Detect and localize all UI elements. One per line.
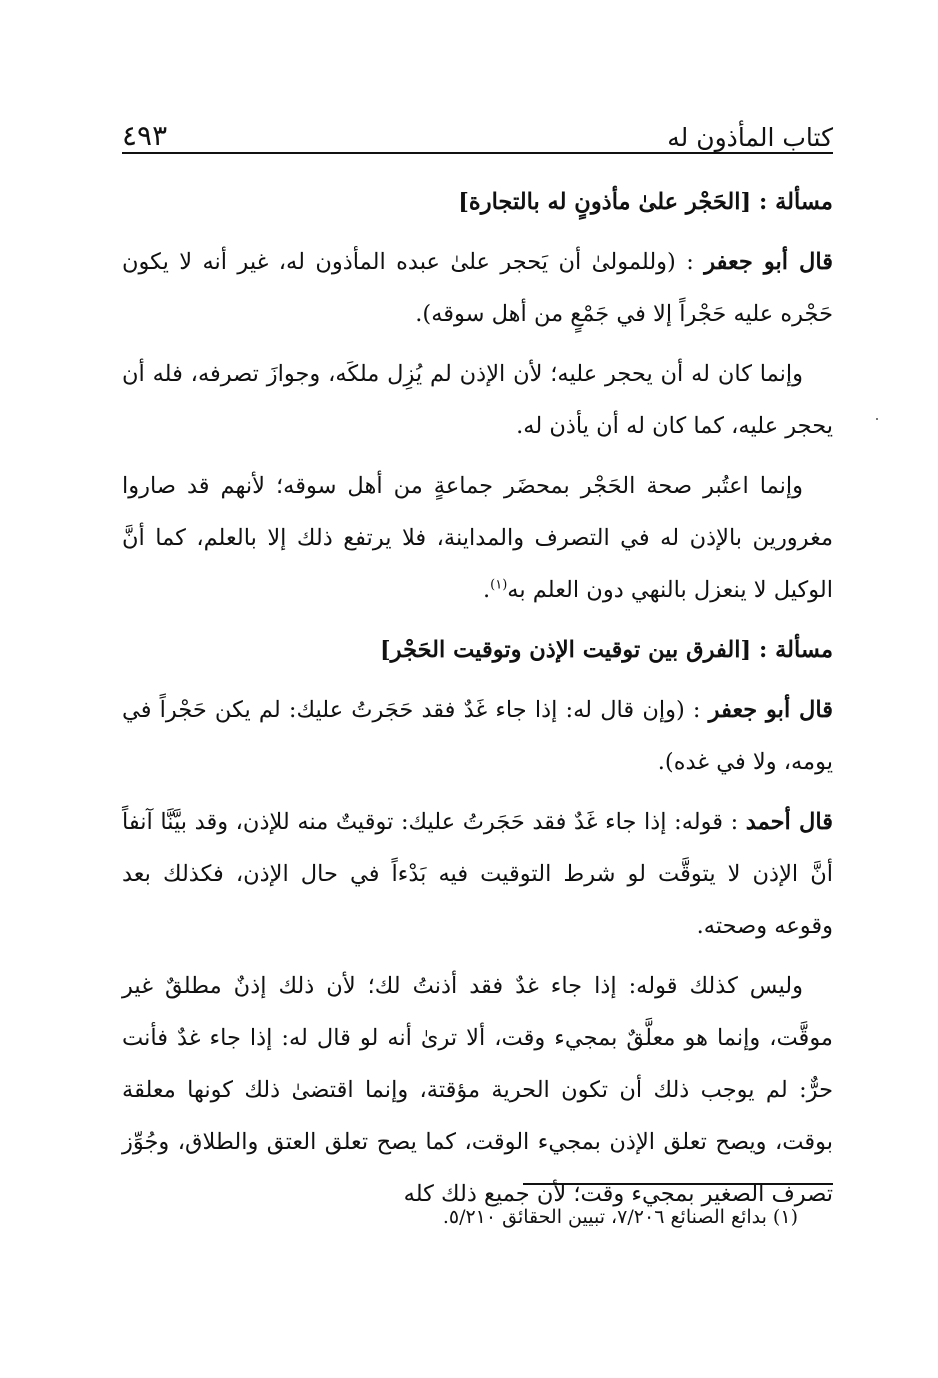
footnote-rule — [523, 1183, 833, 1185]
paragraph-5 — [122, 796, 833, 952]
paragraph-2: وإنما كان له أن يحجر عليه؛ لأن الإذن لم يُزِل ملكَه، وجوازَ تصرفه، فله أن يحجر عليه، كما كان له أن يأذن له. — [122, 361, 833, 439]
paragraph-4-text: : (وإن قال له: إذا جاء غَدٌ فقد حَجَرتُ عليك: لم يكن حَجْراً في يومه، ولا في غده). — [122, 697, 833, 775]
speaker-ahmad: قال أحمد — [745, 809, 833, 835]
footnote-marker[interactable]: (١) — [490, 577, 508, 593]
main-text — [122, 176, 833, 1228]
book-title: كتاب المأذون له — [667, 123, 833, 152]
paragraph-3-text: وإنما اعتُبر صحة الحَجْر بمحضَر جماعةٍ من أهل سوقه؛ لأنهم قد صاروا مغرورين بالإذن له في التصرف والمداينة، فلا يرتفع ذلك إلا بالعلم، كما أنَّ الوكيل لا ينعزل بالنهي دون العلم به — [122, 473, 833, 603]
paragraph-1-text: : (وللمولىٰ أن يَحجر علىٰ عبده المأذون له، غير أنه لا يكون حَجْره عليه حَجْراً إلا في جَمْعٍ من أهل سوقه). — [122, 249, 833, 327]
paragraph-3 — [122, 460, 833, 616]
section-heading-2: مسألة : [الفرق بين توقيت الإذن وتوقيت الحَجْر] — [380, 637, 833, 663]
margin-dot — [876, 418, 878, 420]
paragraph-6: وليس كذلك قوله: إذا جاء غدٌ فقد أذنتُ لك؛ لأن ذلك إذنٌ مطلقٌ غير موقَّت، وإنما هو معلَّقٌ بمجيء وقت، ألا ترىٰ أنه لو قال له: إذا جاء غدٌ فأنت حرٌّ: لم يوجب ذلك أن تكون الحرية مؤقتة، وإنما اقتضىٰ ذلك كونها معلقة بوقت، ويصح تعلق الإذن بمجيء الوقت، كما يصح تعلق العتق والطلاق، وجُوِّز تصرف الصغير بمجيء وقت؛ لأن جميع ذلك كله — [122, 973, 833, 1207]
footnote: (١) بدائع الصنائع ٧/٢٠٦، تبيين الحقائق ٥/٢١٠. — [442, 1206, 798, 1228]
paragraph-3-end: . — [483, 577, 491, 603]
running-header — [122, 108, 833, 152]
paragraph-1 — [122, 236, 833, 340]
page-number: ٤٩٣ — [122, 119, 168, 152]
speaker-abu-jafar-1: قال أبو جعفر — [704, 249, 833, 275]
header-rule — [122, 152, 833, 154]
paragraph-4 — [122, 684, 833, 788]
paragraph-5-text: : قوله: إذا جاء غَدٌ فقد حَجَرتُ عليك: توقيتٌ منه للإذن، وقد بيَّنَّا آنفاً أنَّ الإذن لا يتوقَّت لو شرط التوقيت فيه بَدْءاً في حال الإذن، فكذلك بعد وقوعه وصحته. — [122, 809, 833, 939]
section-heading-1: مسألة : [الحَجْر علىٰ مأذونٍ له بالتجارة] — [458, 189, 833, 215]
speaker-abu-jafar-2: قال أبو جعفر — [708, 697, 834, 723]
